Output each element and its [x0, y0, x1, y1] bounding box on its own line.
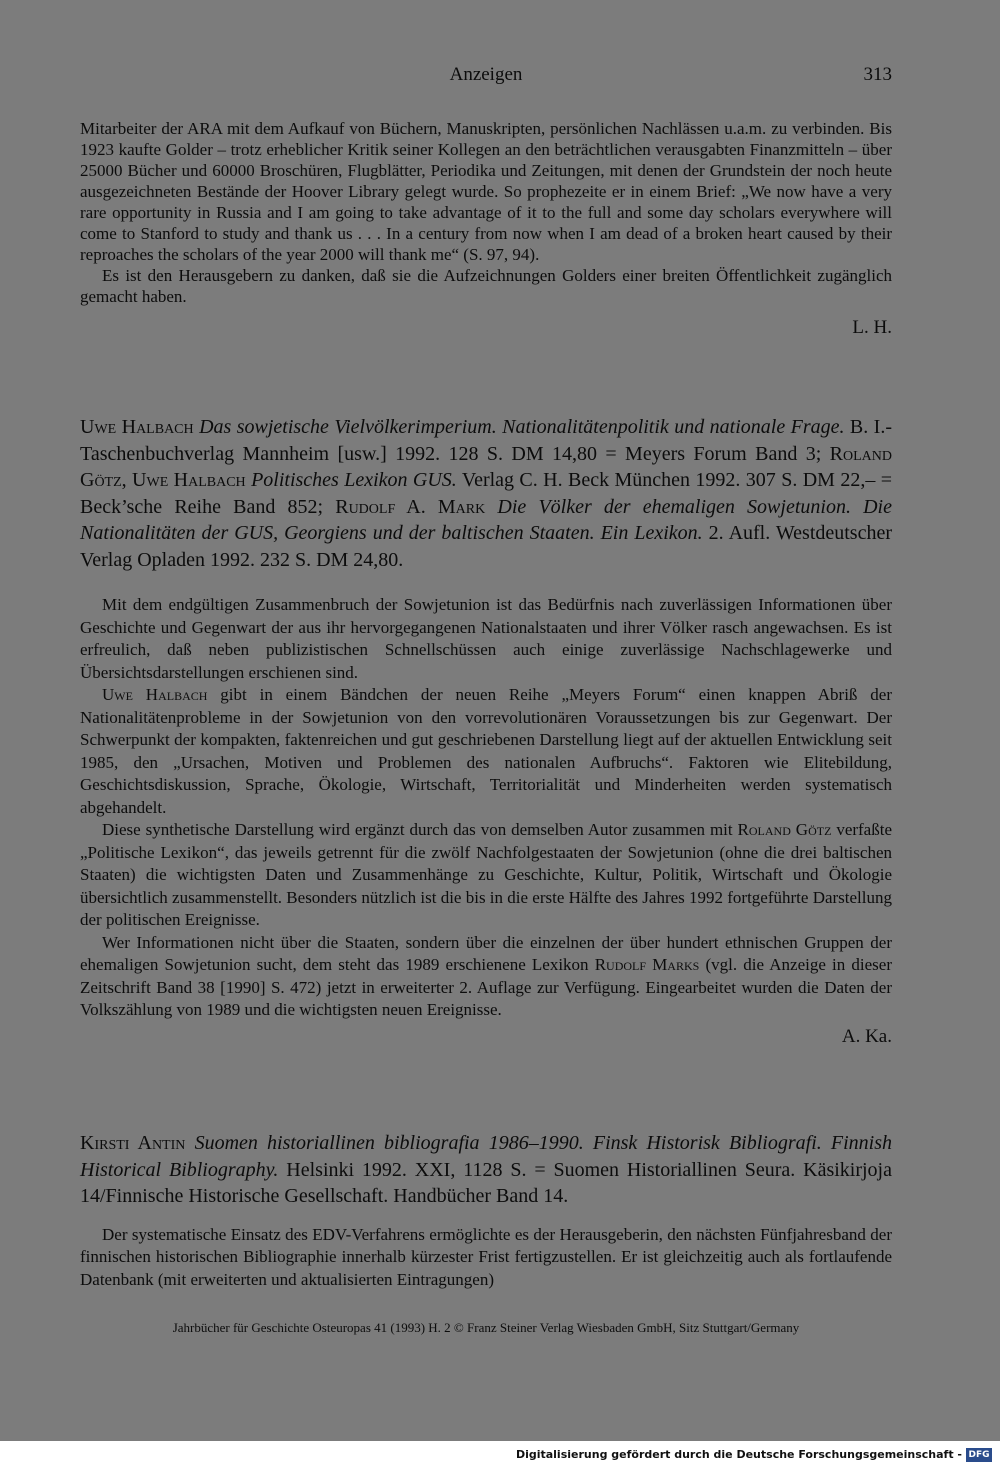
publication-info: Helsinki 1992. XXI, 1128 S. = Suomen Historiallinen Seura. Käsikirjoja 14/Finnische Historische Gesellschaft. Handbücher Band 14. [80, 1158, 892, 1207]
page-number: 313 [863, 64, 892, 85]
paragraph: Mit dem endgültigen Zusammenbruch der Sowjetunion ist das Bedürfnis nach zuverlässigen Informationen über Geschichte und Gegenwart der aus ihr hervorgegangenen Nationalstaaten und ihrer Völker rasch angewachsen. Es ist erfreulich, daß neben publizistischen Schnellschüssen auch einige zuverlässige Nachschlagewerke und Übersichtsdarstellungen erschienen sind. [80, 595, 892, 682]
running-head-title: Anzeigen [449, 64, 523, 85]
publication-info: Verlag C. H. Beck München 1992. 307 S. DM 22,– = Beck’sche Reihe Band 852; [80, 469, 892, 518]
review-finnish-bibliography [80, 1130, 892, 1291]
author-name: Roland Götz, Uwe Halbach [80, 442, 892, 491]
author-name: Rudolf A. Mark [335, 495, 486, 518]
review-body [80, 594, 892, 1048]
book-title: Suomen historiallinen bibliografia 1986–1990. Finsk Historisk Bibliografi. Finnish Historical Bibliography. [80, 1132, 893, 1181]
publication-info: 2. Aufl. Westdeutscher Verlag Opladen 1992. 232 S. DM 24,80. [80, 522, 893, 571]
paragraph: Es ist den Herausgebern zu danken, daß sie die Aufzeichnungen Golders einer breiten Öffentlichkeit zugänglich gemacht haben. [80, 266, 892, 306]
author-name: Kirsti Antin [80, 1132, 186, 1154]
book-title: Politisches Lexikon GUS. [251, 469, 457, 491]
paragraph [80, 684, 892, 819]
review-body [80, 1224, 892, 1292]
digitization-bar [0, 1441, 1000, 1469]
journal-footer: Jahrbücher für Geschichte Osteuropas 41 (1993) H. 2 © Franz Steiner Verlag Wiesbaden GmbH, Sitz Stuttgart/Germany [172, 1320, 800, 1335]
dfg-logo[interactable]: DFG [966, 1448, 992, 1462]
paragraph-text: verfaßte „Politische Lexikon“, das jeweils getrennt für die zwölf Nachfolgestaaten der Sowjetunion (ohne die drei baltischen Staaten) die wichtigsten Daten und Zusammenhänge zu Geschichte, Kultur, Politik, Wirtschaft und Ökologie übersichtlich zusammenstellt. Besonders nützlich ist die bis in die erste Hälfte des Jahres 1992 fortgeführte Darstellung der politischen Ereignisse. [80, 820, 893, 929]
funding-notice: Digitalisierung gefördert durch die Deutsche Forschungsgemeinschaft - [515, 1448, 962, 1461]
bibliographic-heading [80, 414, 892, 573]
author-name: Uwe Halbach [80, 416, 194, 438]
paragraph-text: (vgl. die Anzeige in dieser Zeitschrift Band 38 [1990] S. 472) jetzt in erweiterter 2. Auflage zur Verfügung. Eingearbeitet wurden die Daten der Volkszählung von 1989 und die wichtigsten neuen Ereignisse. [80, 955, 892, 1019]
reviewer-signature: L. H. [852, 317, 892, 338]
paragraph [80, 932, 892, 1022]
book-title: Das sowjetische Vielvölkerimperium. Nationalitätenpolitik und nationale Frage. [199, 416, 845, 438]
paragraph: Der systematische Einsatz des EDV-Verfahrens ermöglichte es der Herausgeberin, den nächsten Fünfjahresband der finnischen historischen Bibliographie innerhalb kürzester Frist fertigzustellen. Er ist gleichzeitig auch als fortlaufende Datenbank (mit erweiterten und aktualisierten Eintragungen) [80, 1224, 892, 1289]
author-name: Roland Götz [737, 820, 832, 839]
author-name: Uwe Halbach [102, 685, 208, 704]
paragraph: Mitarbeiter der ARA mit dem Aufkauf von Büchern, Manuskripten, persönlichen Nachlässen u.a.m. zu verbinden. Bis 1923 kaufte Golder – trotz erheblicher Kritik seiner Kollegen an den beträchtlichen verausgabten Finanzmitteln – über 25000 Bücher und 60000 Broschüren, Flugblätter, Periodika und Zeitungen, mit denen der Grundstein der noch heute ausgezeichneten Bestände der Hoover Library gelegt wurde. So prophezeite er in einem Brief: „We now have a very rare opportunity in Russia and I am going to take advantage of it to the full and some day scholars everywhere will come to Stanford to study and thank us . . . In a century from now when I am dead of a broken heart caused by their reproaches the scholars of the year 2000 will thank me“ (S. 97, 94). [80, 119, 892, 264]
book-title: Die Völker der ehemaligen Sowjetunion. Die Nationalitäten der GUS, Georgiens und der baltischen Staaten. Ein Lexikon. [80, 495, 892, 544]
publication-info: B. I.-Taschenbuchverlag Mannheim [usw.] 1992. 128 S. DM 14,80 = Meyers Forum Band 3; [80, 416, 893, 465]
paragraph-text: Diese synthetische Darstellung wird ergänzt durch das von demselben Autor zusammen mit [102, 820, 738, 839]
paragraph-text: Wer Informationen nicht über die Staaten, sondern über die einzelnen der über hundert ethnischen Gruppen der ehemaligen Sowjetunion sucht, dem steht das 1989 erschienene Lexikon [80, 932, 892, 974]
paragraph [80, 819, 892, 932]
bibliographic-heading [80, 1130, 892, 1210]
paragraph-text: gibt in einem Bändchen der neuen Reihe „Meyers Forum“ einen knappen Abriß der Nationalitätenprobleme in der Sowjetunion von den vorrevolutionären Voraussetzungen bis zur Gegenwart. Der Schwerpunkt der kompakten, faktenreichen und gut geschriebenen Darstellung liegt auf der aktuellen Entwicklung seit 1985, den „Ursachen, Motiven und Problemen des nationalen Aufbruchs“. Faktoren wie Elitebildung, Geschichtsdiskussion, Sprache, Ökologie, Wirtschaft, Territorialität und Minderheiten werden systematisch abgehandelt. [80, 685, 893, 817]
running-head [80, 64, 892, 90]
review-golder-continuation [80, 118, 892, 339]
author-name: Rudolf Marks [594, 955, 700, 974]
reviewer-signature: A. Ka. [841, 1025, 892, 1047]
review-nationalities [80, 414, 892, 1048]
